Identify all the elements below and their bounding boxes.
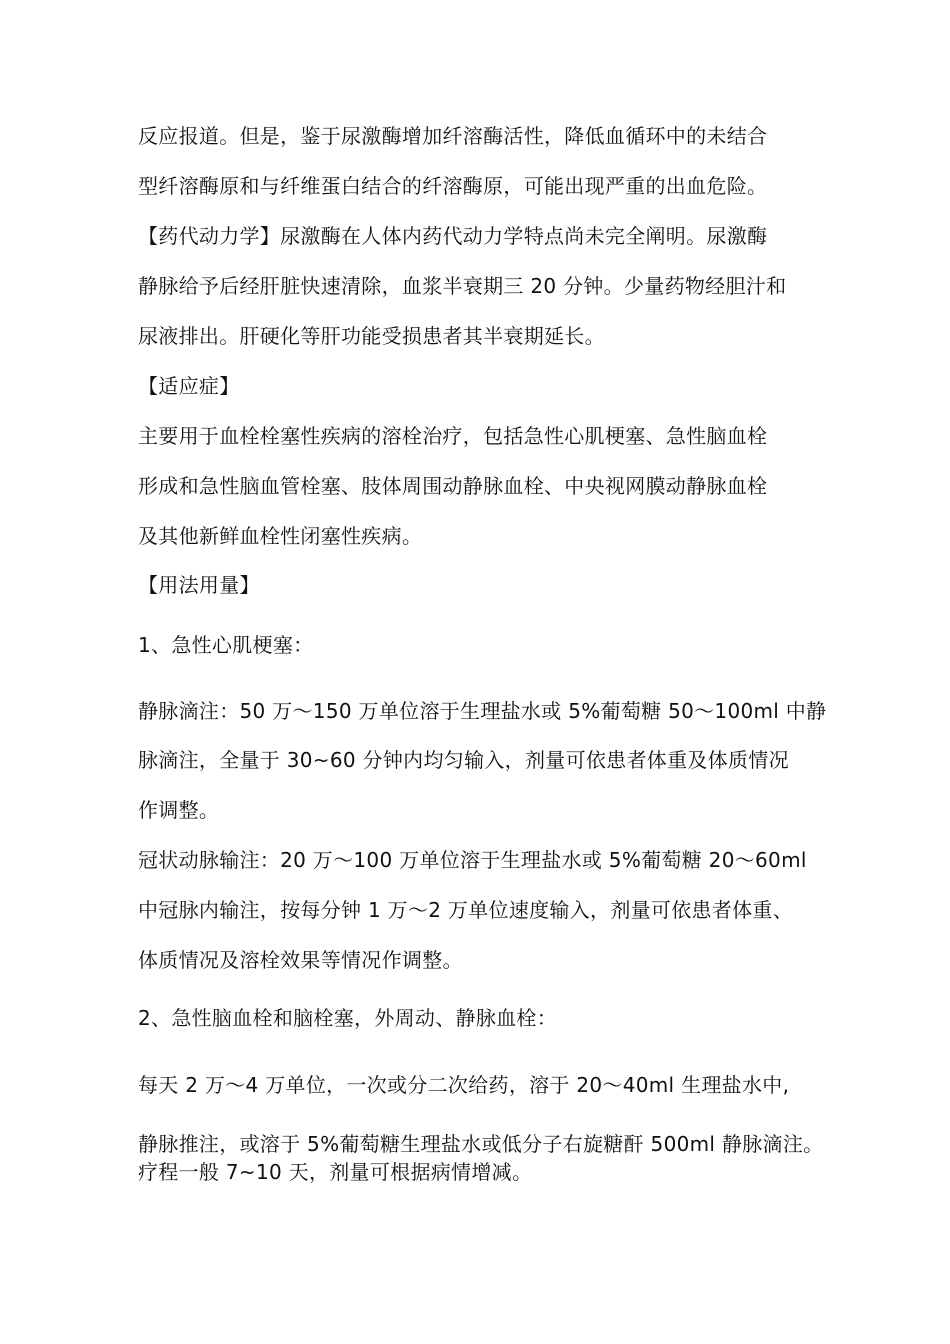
text-line: 每天 2 万〜4 万单位，一次或分二次给药，溶于 20〜40ml 生理盐水中,	[138, 1073, 790, 1097]
text-line: 脉滴注，全量于 30~60 分钟内均匀输入，剂量可依患者体重及体质情况	[138, 748, 789, 772]
text-line: 冠状动脉输注：20 万〜100 万单位溶于生理盐水或 5%葡萄糖 20〜60ml	[138, 848, 807, 872]
text-line: 静脉推注，或溶于 5%葡萄糖生理盐水或低分子右旋糖酐 500ml 静脉滴注。	[138, 1132, 824, 1156]
text-line: 体质情况及溶栓效果等情况作调整。	[138, 948, 463, 972]
text-line: 静脉给予后经肝脏快速清除，血浆半衰期三 20 分钟。少量药物经胆汁和	[138, 274, 787, 298]
text-line: 尿液排出。肝硬化等肝功能受损患者其半衰期延长。	[138, 324, 605, 348]
text-line: 静脉滴注：50 万〜150 万单位溶于生理盐水或 5%葡萄糖 50〜100ml 中静	[138, 699, 827, 723]
text-line: 形成和急性脑血管栓塞、肢体周围动静脉血栓、中央视网膜动静脉血栓	[138, 474, 768, 498]
text-line: 型纤溶酶原和与纤维蛋白结合的纤溶酶原，可能出现严重的出血危险。	[138, 174, 768, 198]
text-line: 及其他新鲜血栓性闭塞性疾病。	[138, 524, 423, 548]
section-heading-indications: 【适应症】	[138, 374, 240, 398]
sub-heading-mi: 1、急性心肌梗塞：	[138, 633, 314, 657]
section-heading-dosage: 【用法用量】	[138, 573, 260, 597]
text-line: 中冠脉内输注，按每分钟 1 万〜2 万单位速度输入，剂量可依患者体重、	[138, 898, 794, 922]
text-line: 主要用于血栓栓塞性疾病的溶栓治疗，包括急性心肌梗塞、急性脑血栓	[138, 424, 768, 448]
text-line: 作调整。	[138, 798, 220, 822]
text-line: 疗程一般 7~10 天，剂量可根据病情增减。	[138, 1160, 533, 1184]
section-heading-pharmacokinetics: 【药代动力学】尿激酶在人体内药代动力学特点尚未完全阐明。尿激酶	[138, 224, 768, 248]
sub-heading-stroke: 2、急性脑血栓和脑栓塞，外周动、静脉血栓：	[138, 1006, 558, 1030]
text-line: 反应报道。但是，鉴于尿激酶增加纤溶酶活性，降低血循环中的未结合	[138, 124, 768, 148]
